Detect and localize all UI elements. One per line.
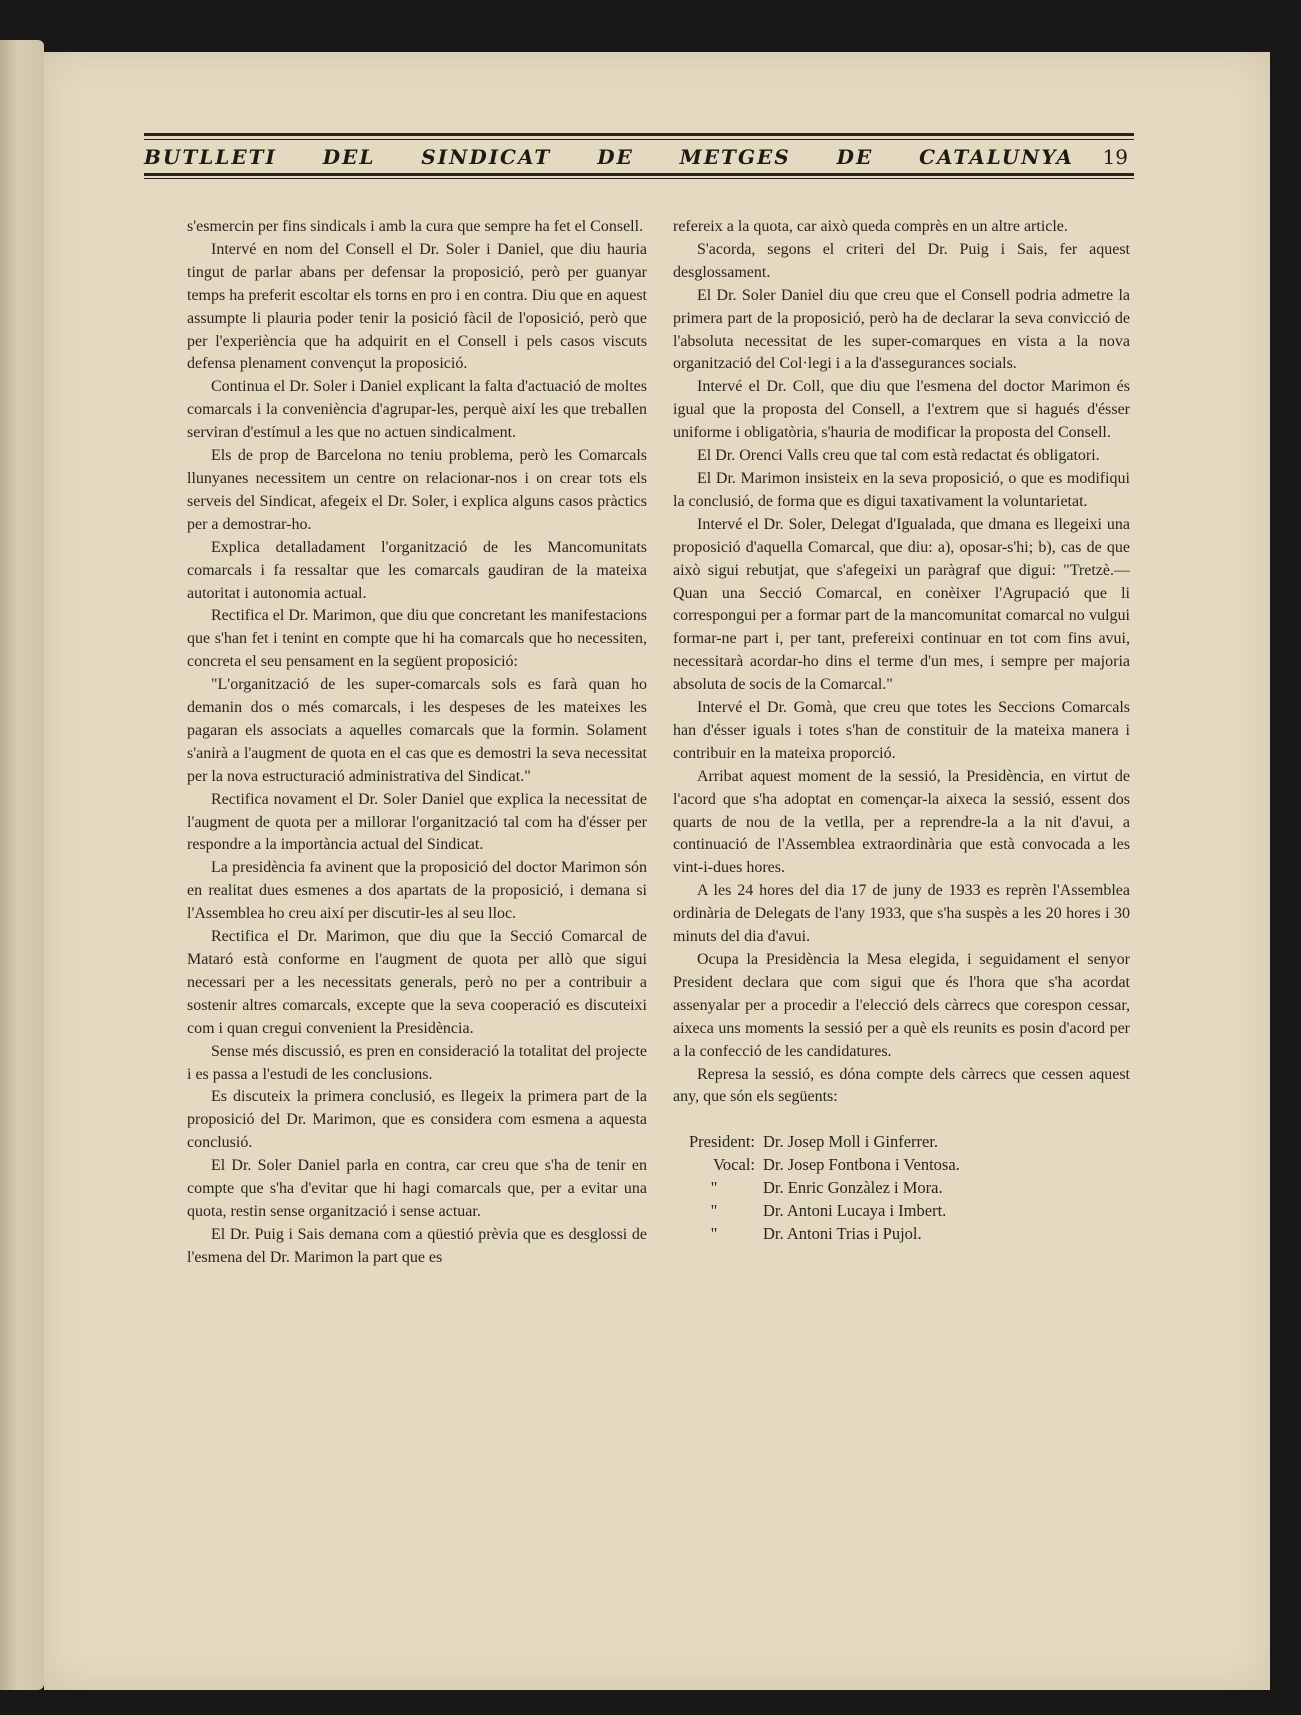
running-header <box>144 133 1134 179</box>
paragraph: Intervé el Dr. Gomà, que creu que totes les Seccions Comarcals han d'ésser iguals i totes s'han de constituir de la mateixa manera i contribuir en la mateixa proporció. <box>673 699 1130 762</box>
officer-row <box>673 1200 1130 1223</box>
officer-name: Dr. Antoni Trias i Pujol. <box>763 1223 922 1243</box>
title-word: DE <box>836 145 874 169</box>
publication-title <box>144 145 1074 169</box>
right-column <box>673 216 1130 1516</box>
paragraph: La presidència fa avinent que la proposició del doctor Marimon són en realitat dues esmenes a dos apartats de la proposició, i demana si l'Assemblea ho creu així per discutir-les al seu lloc. <box>187 859 647 923</box>
paragraph: Ocupa la Presidència la Mesa elegida, i seguidament el senyor President declara que com sigui que és l'hora que s'ha acordat assenyalar per a procedir a l'elecció dels càrrecs que corespon cessar, aixeca uns moments la sessió per a què els reunits es posin d'acord per a la confecció de les candidatures. <box>673 951 1130 1060</box>
paragraph: Represa la sessió, es dóna compte dels càrrecs que cessen aquest any, que són els següents: <box>673 1065 1130 1106</box>
paragraph: Rectifica novament el Dr. Soler Daniel que explica la necessitat de l'augment de quota per a millorar l'organització tal com ha d'ésser per respondre a la importància actual del Sindicat. <box>187 790 647 854</box>
paragraph: S'acorda, segons el criteri del Dr. Puig i Sais, fer aquest desglossament. <box>673 240 1130 281</box>
title-word: BUTLLETI <box>144 145 277 169</box>
left-column <box>187 216 647 1516</box>
title-word: DE <box>597 145 634 169</box>
page-number: 19 <box>1102 145 1128 169</box>
officer-name: Dr. Enric Gonzàlez i Mora. <box>763 1178 943 1198</box>
paragraph: El Dr. Puig i Sais demana com a qüestió prèvia que es desglossi de l'esmena del Dr. Marimon la part que es <box>187 1225 647 1266</box>
header-rule-top-thin <box>144 139 1134 140</box>
paragraph: Intervé en nom del Consell el Dr. Soler i Daniel, que diu hauria tingut de parlar abans per defensar la proposició, però per guanyar temps ha preferit escoltar els torns en pro i en contra. Diu que en aquest assumpte li plauria poder tenir la posició fàcil de l'oposició, però que per l'experiència que ha adquirit en el Consell i pels casos viscuts defensa plenament convençut la proposició. <box>187 240 647 373</box>
officer-role: Vocal: <box>713 1155 755 1175</box>
paragraph: El Dr. Marimon insisteix en la seva proposició, o que es modifiqui la conclusió, de forma que es digui taxativament la voluntarietat. <box>673 469 1130 510</box>
paragraph: El Dr. Orenci Valls creu que tal com està redactat és obligatori. <box>697 447 1100 465</box>
paragraph: Rectifica el Dr. Marimon, que diu que concretant les manifestacions que s'han fet i tenint en compte que hi ha comarcals que ho necessiten, concreta el seu pensament en la següent proposició: <box>187 607 647 671</box>
officer-role: " <box>710 1178 718 1198</box>
title-word: CATALUNYA <box>919 145 1074 169</box>
title-word: SINDICAT <box>421 145 552 169</box>
officer-row <box>673 1154 1130 1177</box>
officer-name: Dr. Antoni Lucaya i Imbert. <box>763 1201 947 1221</box>
paragraph: Explica detalladament l'organització de les Mancomunitats comarcals i fa ressaltar que les comarcals gaudiran de la mateixa autoritat i autonomia actual. <box>187 538 647 602</box>
officer-role: President: <box>689 1132 755 1152</box>
title-word: METGES <box>679 145 791 169</box>
right-column-text <box>673 216 1130 1109</box>
paragraph: A les 24 hores del dia 17 de juny de 1933 es reprèn l'Assemblea ordinària de Delegats de l'any 1933, que s'ha suspès a les 20 hores i 30 minuts del dia d'avui. <box>673 882 1130 946</box>
paragraph: Intervé el Dr. Soler, Delegat d'Igualada, que dmana es llegeixi una proposició d'aquella Comarcal, que diu: a), oposar-s'hi; b), cas de que això sigui rebutjat, que s'afegeixi un paràgraf que digui: "Tretzè.—Quan una Secció Comarcal, en conèixer l'Agrupació que li correspongui per a formar part de la mancomunitat comarcal no vulgui formar-ne part i, per tant, prefereixi continuar en tot com fins avui, necessitarà acordar-ho dins el terme d'un mes, i sempre per majoria absoluta de socis de la Comarcal." <box>673 515 1130 694</box>
officer-name: Dr. Josep Fontbona i Ventosa. <box>763 1155 960 1175</box>
book-spine <box>0 40 44 1690</box>
paragraph: Els de prop de Barcelona no teniu problema, però les Comarcals llunyanes necessitem un centre on relacionar-nos i on crear tots els serveis del Sindicat, afegeix el Dr. Soler, i explica alguns casos pràctics per a demostrar-ho. <box>187 447 647 533</box>
officers-list <box>673 1131 1130 1246</box>
paragraph: "L'organització de les super-comarcals sols es farà quan ho demanin dos o més comarcals, i les despeses de les mateixes les pagaran els associats a aquelles comarcals que la formin. Solament s'anirà a l'augment de quota en el cas que es demostri la seva necessitat per la nova estructuració administrativa del Sindicat." <box>187 676 647 785</box>
officer-row <box>673 1177 1130 1200</box>
header-rule-bottom <box>144 173 1134 176</box>
header-rule-top <box>144 133 1134 136</box>
paragraph: refereix a la quota, car això queda comprès en un altre article. <box>673 218 1068 235</box>
header-rule-bottom-thin <box>144 178 1134 179</box>
officer-role: " <box>710 1201 718 1221</box>
officer-row <box>673 1223 1130 1246</box>
title-word: DEL <box>322 145 376 169</box>
paragraph: Arribat aquest moment de la sessió, la Presidència, en virtut de l'acord que s'ha adoptat en començar-la aixeca la sessió, essent dos quarts de nou de la vetlla, per a reprendre-la a la nit d'avui, a continuació de l'Assemblea extraordinària que està convocada a les vint-i-dues hores. <box>673 767 1130 877</box>
paragraph: El Dr. Soler Daniel parla en contra, car creu que s'ha de tenir en compte que s'ha d'evitar que hi hagi comarcals que, per a evitar una quota, restin sense organització i sense actuar. <box>187 1157 647 1220</box>
paragraph: s'esmercin per fins sindicals i amb la cura que sempre ha fet el Consell. <box>187 218 644 235</box>
officer-role: " <box>710 1223 718 1243</box>
officer-name: Dr. Josep Moll i Ginferrer. <box>763 1132 939 1152</box>
paragraph: Intervé el Dr. Coll, que diu que l'esmena del doctor Marimon és igual que la proposta del Consell, a l'extrem que si hagués d'ésser uniforme i obligatòria, s'hauria de modificar la proposta del Consell. <box>673 378 1130 442</box>
paragraph: Sense més discussió, es pren en consideració la totalitat del projecte i es passa a l'estudi de les conclusions. <box>187 1042 647 1083</box>
officer-row <box>673 1131 1130 1154</box>
paragraph: Es discuteix la primera conclusió, es llegeix la primera part de la proposició del Dr. Marimon, que es considera com esmena a aquesta conclusió. <box>187 1088 647 1152</box>
paragraph: El Dr. Soler Daniel diu que creu que el Consell podria admetre la primera part de la proposició, però ha de declarar la seva convicció de l'absoluta necessitat de les super-comarques en vista a la nova organització del Col·legi i a la d'assegurances socials. <box>673 286 1130 373</box>
paragraph: Rectifica el Dr. Marimon, que diu que la Secció Comarcal de Mataró està conforme en l'augment de quota per allò que sigui necessari per a les necessitats generals, però no per a contribuir a sostenir altres comarcals, excepte que la seva cooperació es discuteixi com i quan cregui convenient la Presidència. <box>187 928 647 1037</box>
paragraph: Continua el Dr. Soler i Daniel explicant la falta d'actuació de moltes comarcals i la conveniència d'agrupar-les, perquè així les que treballen serviran d'estímul a les que no actuen sindicalment. <box>187 378 647 442</box>
